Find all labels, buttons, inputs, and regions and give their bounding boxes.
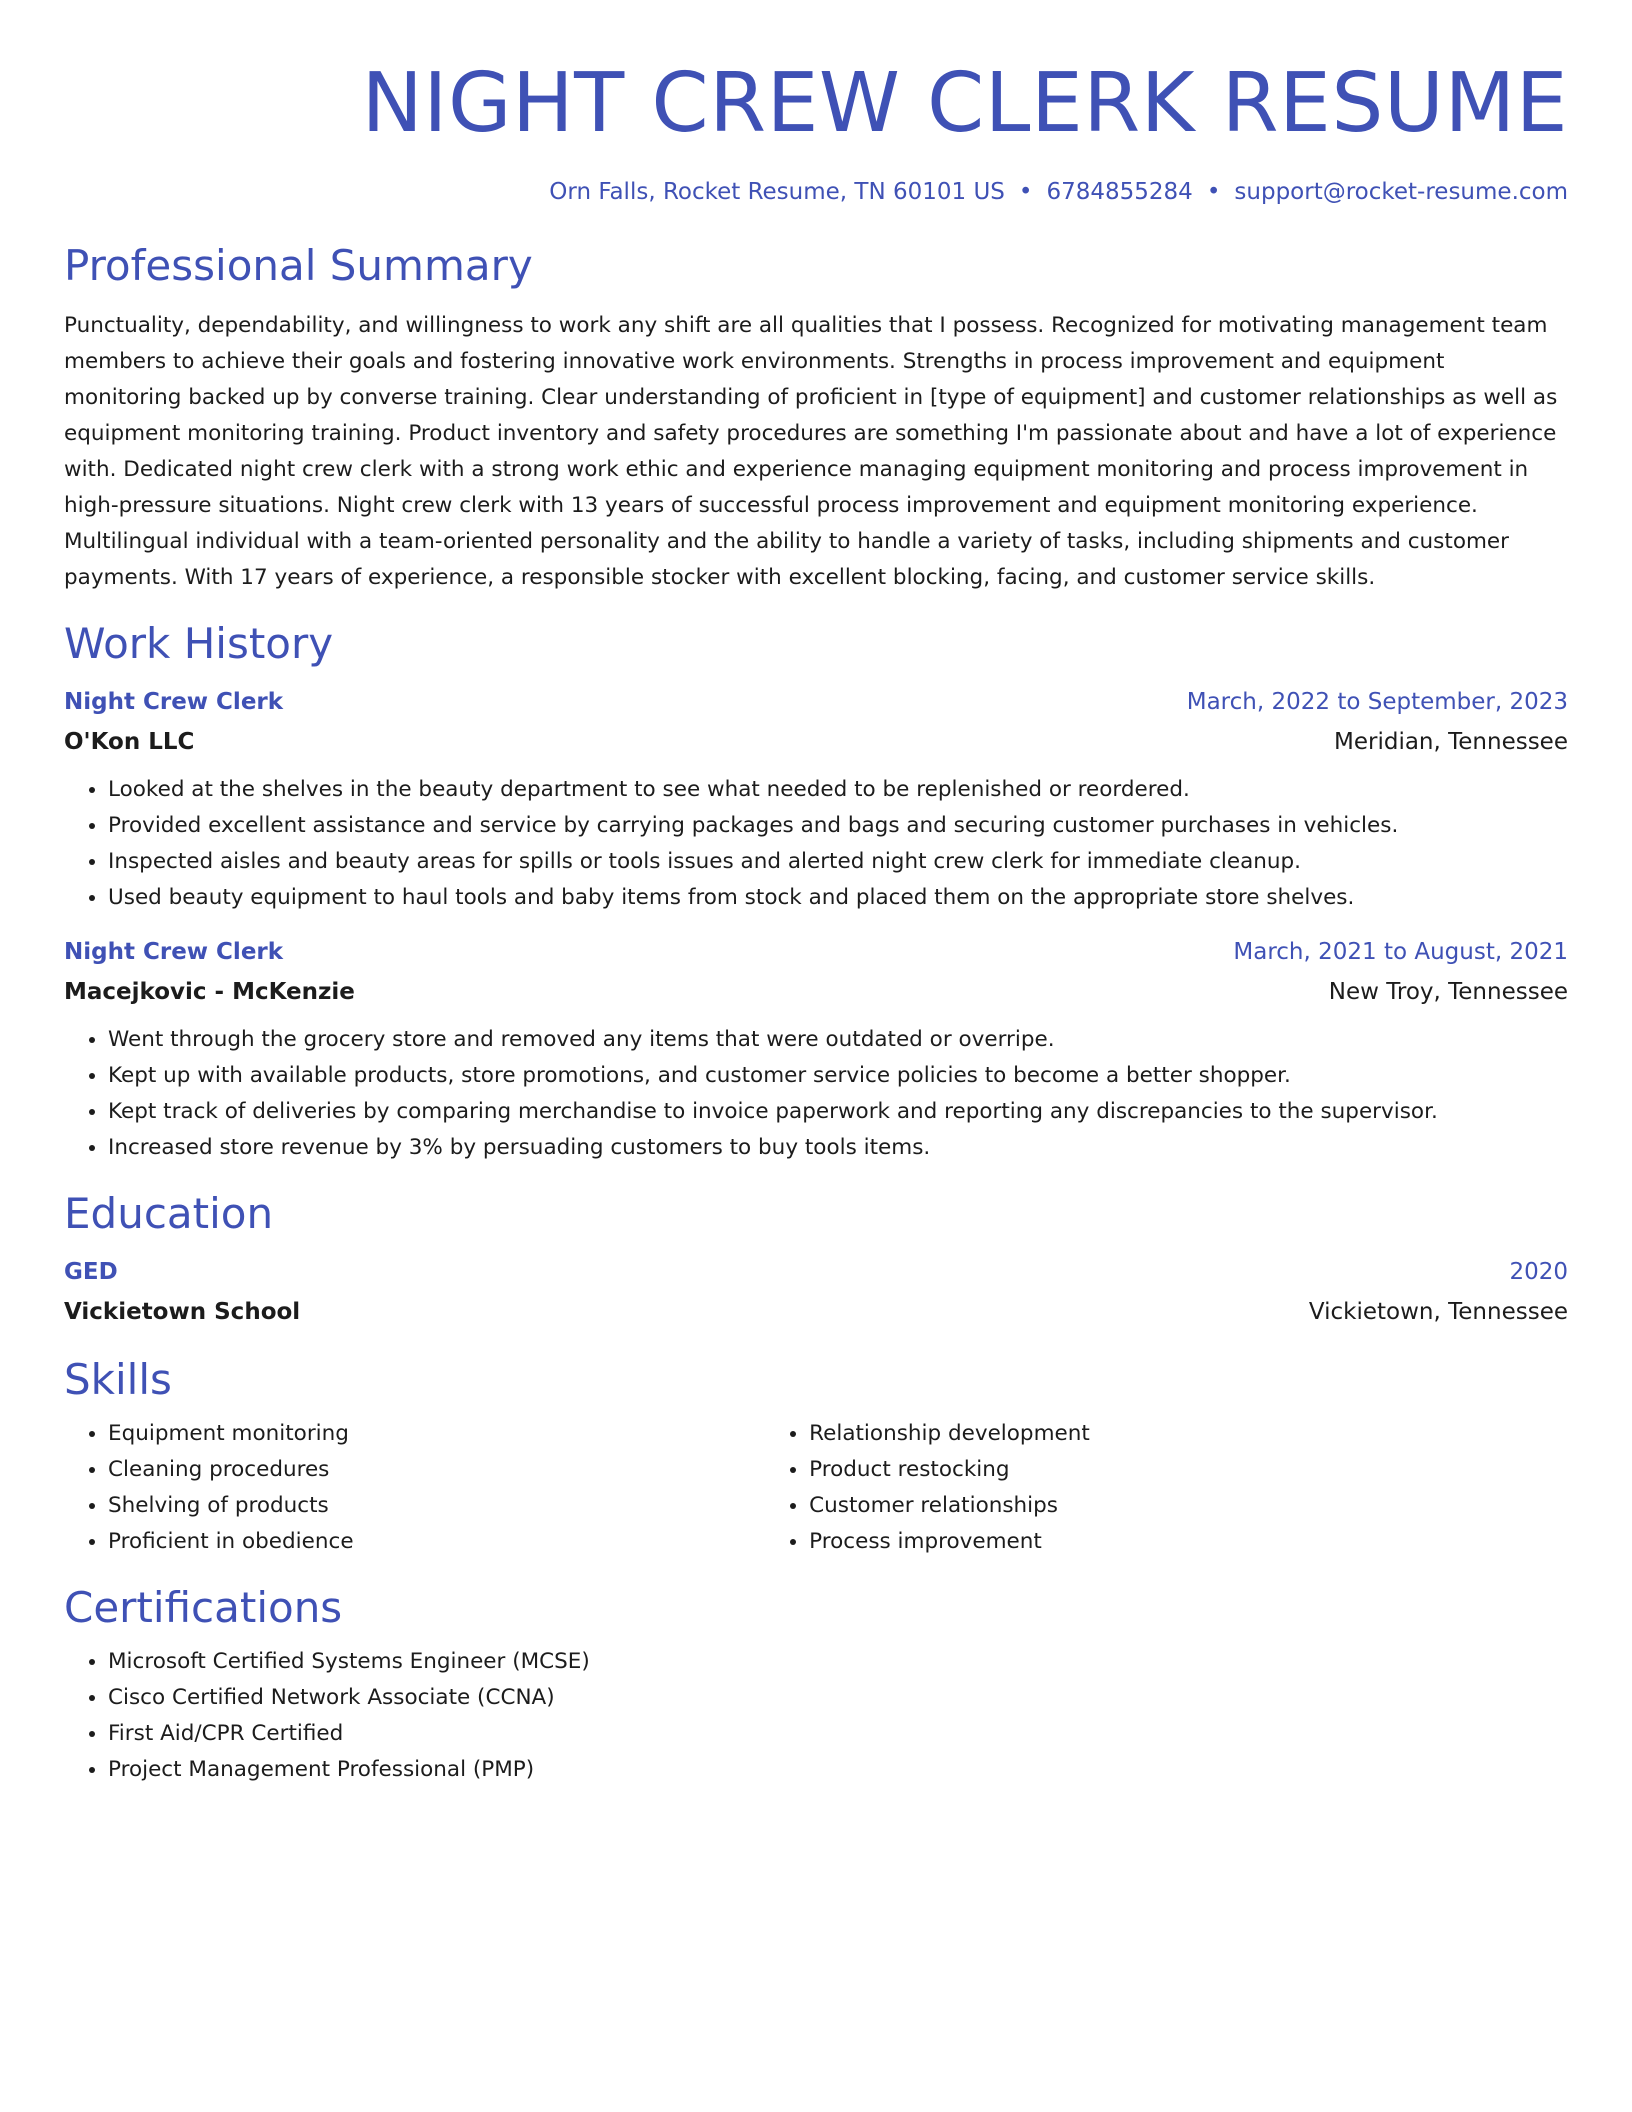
job-bullet: • Looked at the shelves in the beauty department to see what needed to be replenished or reordered. bbox=[108, 772, 1568, 808]
education-location: Vickietown, Tennessee bbox=[1308, 1299, 1568, 1325]
separator-dot: • bbox=[1206, 179, 1221, 205]
resume-title: NIGHT CREW CLERK RESUME bbox=[361, 56, 1568, 151]
job-header-row bbox=[64, 932, 1568, 972]
contact-line bbox=[64, 176, 1568, 208]
skill-item: • Relationship development bbox=[809, 1416, 1568, 1452]
job-dates: March, 2021 to August, 2021 bbox=[1233, 939, 1568, 965]
job-title: Night Crew Clerk bbox=[64, 689, 284, 715]
education-degree: GED bbox=[64, 1259, 118, 1285]
separator-dot: • bbox=[1018, 179, 1033, 205]
education-year: 2020 bbox=[1509, 1259, 1568, 1285]
job-bullet: • Went through the grocery store and removed any items that were outdated or overripe. bbox=[108, 1022, 1568, 1058]
skills-column-right bbox=[765, 1416, 1568, 1560]
summary-heading: Professional Summary bbox=[64, 241, 533, 290]
summary-text: Punctuality, dependability, and willingness to work any shift are all qualities that I possess. Recognized for motivating management team members to achieve their goals and fostering innovative work environments. Strengths in process improvement and equipment monitoring backed up by converse training. Clear understanding of proficient in [type of equipment] and customer relationships as well as equipment monitoring training. Product inventory and safety procedures are something I'm passionate about and have a lot of experience with. Dedicated night crew clerk with a strong work ethic and experience managing equipment monitoring and process improvement in high-pressure situations. Night crew clerk with 13 years of successful process improvement and equipment monitoring experience. Multilingual individual with a team-oriented personality and the ability to handle a variety of tasks, including shipments and customer payments. With 17 years of experience, a responsible stocker with excellent blocking, facing, and customer service skills. bbox=[64, 313, 1558, 590]
contact-email[interactable]: support@rocket-resume.com bbox=[1234, 179, 1568, 205]
education-school: Vickietown School bbox=[64, 1299, 301, 1325]
job-location: New Troy, Tennessee bbox=[1328, 979, 1568, 1005]
job-title: Night Crew Clerk bbox=[64, 939, 284, 965]
contact-phone: 6784855284 bbox=[1046, 179, 1193, 205]
job-bullets bbox=[64, 772, 1568, 916]
job-header-row bbox=[64, 682, 1568, 722]
job-entry bbox=[64, 682, 1568, 916]
job-bullet: • Kept up with available products, store promotions, and customer service policies to become a better shopper. bbox=[108, 1058, 1568, 1094]
skill-item: • Process improvement bbox=[809, 1524, 1568, 1560]
skills-column-left bbox=[64, 1416, 765, 1560]
job-bullet: • Increased store revenue by 3% by persuading customers to buy tools items. bbox=[108, 1130, 1568, 1166]
job-company-row bbox=[64, 722, 1568, 762]
job-location: Meridian, Tennessee bbox=[1334, 729, 1568, 755]
skills-list bbox=[64, 1416, 1568, 1560]
education-header-row bbox=[64, 1252, 1568, 1292]
certifications-heading: Certifications bbox=[64, 1583, 343, 1632]
job-bullet: • Used beauty equipment to haul tools and baby items from stock and placed them on the appropriate store shelves. bbox=[108, 880, 1568, 916]
certification-item: • Cisco Certified Network Associate (CCNA) bbox=[108, 1680, 1568, 1716]
job-company: Macejkovic - McKenzie bbox=[64, 979, 355, 1005]
contact-address: Orn Falls, Rocket Resume, TN 60101 US bbox=[549, 179, 1005, 205]
certifications-list bbox=[64, 1644, 1568, 1788]
job-company: O'Kon LLC bbox=[64, 729, 195, 755]
skill-item: • Cleaning procedures bbox=[108, 1452, 765, 1488]
certification-item: • Project Management Professional (PMP) bbox=[108, 1752, 1568, 1788]
skill-item: • Equipment monitoring bbox=[108, 1416, 765, 1452]
education-school-row bbox=[64, 1292, 1568, 1332]
education-entry bbox=[64, 1252, 1568, 1332]
skill-item: • Proficient in obedience bbox=[108, 1524, 765, 1560]
certification-item: • Microsoft Certified Systems Engineer (MCSE) bbox=[108, 1644, 1568, 1680]
job-bullets bbox=[64, 1022, 1568, 1166]
job-entry bbox=[64, 932, 1568, 1166]
skill-item: • Customer relationships bbox=[809, 1488, 1568, 1524]
job-dates: March, 2022 to September, 2023 bbox=[1186, 689, 1568, 715]
skills-heading: Skills bbox=[64, 1355, 172, 1404]
skill-item: • Shelving of products bbox=[108, 1488, 765, 1524]
education-heading: Education bbox=[64, 1189, 274, 1238]
job-bullet: • Provided excellent assistance and service by carrying packages and bags and securing customer purchases in vehicles. bbox=[108, 808, 1568, 844]
job-company-row bbox=[64, 972, 1568, 1012]
job-bullet: • Inspected aisles and beauty areas for spills or tools issues and alerted night crew clerk for immediate cleanup. bbox=[108, 844, 1568, 880]
certification-item: • First Aid/CPR Certified bbox=[108, 1716, 1568, 1752]
work-history-heading: Work History bbox=[64, 619, 334, 668]
job-bullet: • Kept track of deliveries by comparing merchandise to invoice paperwork and reporting any discrepancies to the supervisor. bbox=[108, 1094, 1568, 1130]
skill-item: • Product restocking bbox=[809, 1452, 1568, 1488]
resume-page bbox=[64, 0, 1568, 1788]
